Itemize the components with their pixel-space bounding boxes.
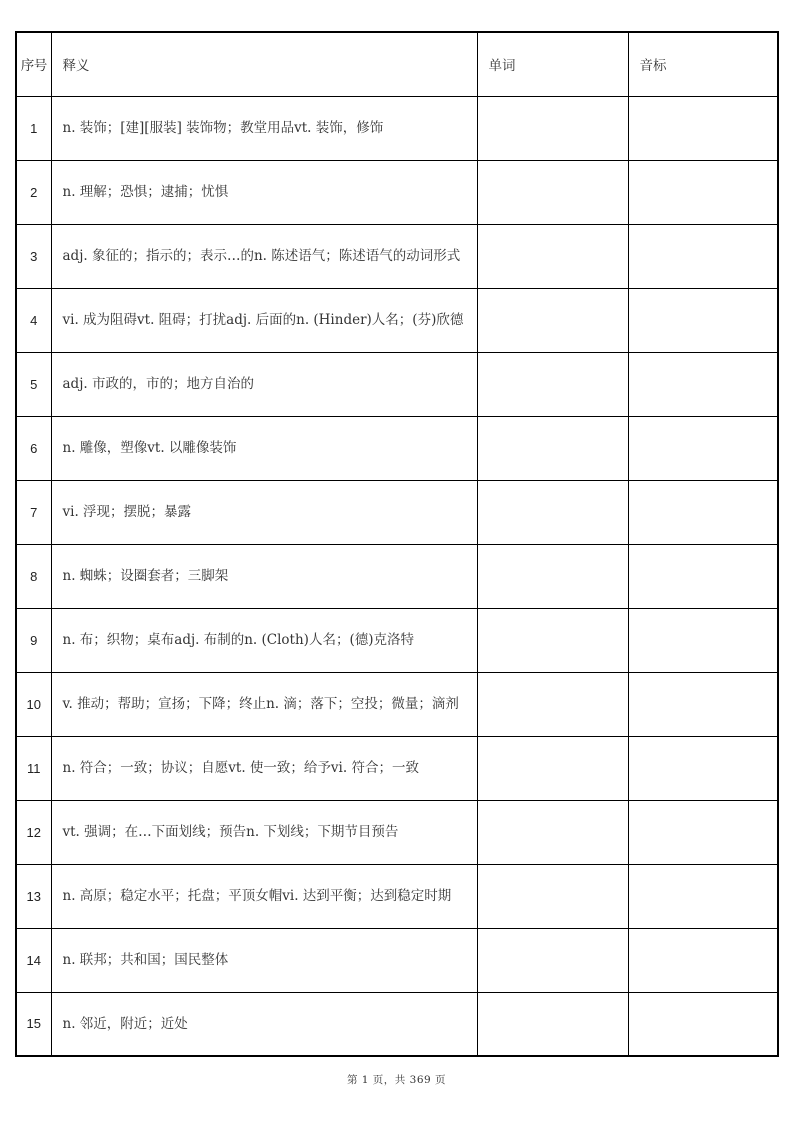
row-word-field[interactable] bbox=[477, 160, 628, 224]
row-word-field[interactable] bbox=[477, 96, 628, 160]
row-word-field[interactable] bbox=[477, 864, 628, 928]
row-index: 14 bbox=[16, 928, 51, 992]
row-index: 7 bbox=[16, 480, 51, 544]
row-phonetic-field[interactable] bbox=[628, 416, 778, 480]
header-word: 单词 bbox=[477, 32, 628, 96]
table-row bbox=[16, 480, 778, 544]
row-phonetic-field[interactable] bbox=[628, 672, 778, 736]
row-word-field[interactable] bbox=[477, 672, 628, 736]
row-phonetic-field[interactable] bbox=[628, 800, 778, 864]
table-row bbox=[16, 736, 778, 800]
row-phonetic-field[interactable] bbox=[628, 992, 778, 1056]
row-phonetic-field[interactable] bbox=[628, 480, 778, 544]
row-definition: n. 理解；恐惧；逮捕；忧惧 bbox=[51, 160, 477, 224]
table-row bbox=[16, 928, 778, 992]
row-index: 11 bbox=[16, 736, 51, 800]
row-definition: n. 雕像，塑像vt. 以雕像装饰 bbox=[51, 416, 477, 480]
table-body bbox=[16, 96, 778, 1056]
table-row bbox=[16, 352, 778, 416]
row-phonetic-field[interactable] bbox=[628, 288, 778, 352]
table-row bbox=[16, 544, 778, 608]
row-word-field[interactable] bbox=[477, 608, 628, 672]
row-index: 9 bbox=[16, 608, 51, 672]
row-definition: vt. 强调；在…下面划线；预告n. 下划线；下期节目预告 bbox=[51, 800, 477, 864]
row-index: 8 bbox=[16, 544, 51, 608]
row-phonetic-field[interactable] bbox=[628, 96, 778, 160]
vocabulary-table bbox=[15, 31, 779, 1057]
row-index: 4 bbox=[16, 288, 51, 352]
row-definition: n. 蜘蛛；设圈套者；三脚架 bbox=[51, 544, 477, 608]
row-phonetic-field[interactable] bbox=[628, 160, 778, 224]
row-phonetic-field[interactable] bbox=[628, 928, 778, 992]
row-index: 6 bbox=[16, 416, 51, 480]
page-number-footer: 第 1 页，共 369 页 bbox=[346, 1074, 447, 1086]
header-index: 序号 bbox=[16, 32, 51, 96]
table-row bbox=[16, 608, 778, 672]
row-phonetic-field[interactable] bbox=[628, 608, 778, 672]
row-word-field[interactable] bbox=[477, 800, 628, 864]
row-phonetic-field[interactable] bbox=[628, 544, 778, 608]
row-word-field[interactable] bbox=[477, 352, 628, 416]
row-phonetic-field[interactable] bbox=[628, 224, 778, 288]
row-phonetic-field[interactable] bbox=[628, 864, 778, 928]
row-phonetic-field[interactable] bbox=[628, 352, 778, 416]
header-definition: 释义 bbox=[51, 32, 477, 96]
row-word-field[interactable] bbox=[477, 928, 628, 992]
table-row bbox=[16, 160, 778, 224]
row-definition: n. 邻近，附近；近处 bbox=[51, 992, 477, 1056]
row-index: 5 bbox=[16, 352, 51, 416]
row-definition: vi. 成为阻碍vt. 阻碍；打扰adj. 后面的n. (Hinder)人名；(芬)欣德 bbox=[51, 288, 477, 352]
table-row bbox=[16, 864, 778, 928]
row-index: 12 bbox=[16, 800, 51, 864]
row-definition: n. 布；织物；桌布adj. 布制的n. (Cloth)人名；(德)克洛特 bbox=[51, 608, 477, 672]
table-header-row bbox=[16, 32, 778, 96]
table-row bbox=[16, 992, 778, 1056]
row-definition: v. 推动；帮助；宣扬；下降；终止n. 滴；落下；空投；微量；滴剂 bbox=[51, 672, 477, 736]
row-definition: n. 装饰；[建][服装] 装饰物；教堂用品vt. 装饰，修饰 bbox=[51, 96, 477, 160]
row-index: 3 bbox=[16, 224, 51, 288]
table-row bbox=[16, 96, 778, 160]
row-word-field[interactable] bbox=[477, 416, 628, 480]
row-index: 15 bbox=[16, 992, 51, 1056]
table-row bbox=[16, 672, 778, 736]
row-index: 1 bbox=[16, 96, 51, 160]
row-word-field[interactable] bbox=[477, 992, 628, 1056]
table-row bbox=[16, 416, 778, 480]
row-index: 10 bbox=[16, 672, 51, 736]
row-definition: adj. 市政的，市的；地方自治的 bbox=[51, 352, 477, 416]
row-word-field[interactable] bbox=[477, 224, 628, 288]
row-word-field[interactable] bbox=[477, 288, 628, 352]
row-word-field[interactable] bbox=[477, 544, 628, 608]
table-row bbox=[16, 288, 778, 352]
row-definition: vi. 浮现；摆脱；暴露 bbox=[51, 480, 477, 544]
table-row bbox=[16, 224, 778, 288]
row-index: 2 bbox=[16, 160, 51, 224]
header-phonetic: 音标 bbox=[628, 32, 778, 96]
row-phonetic-field[interactable] bbox=[628, 736, 778, 800]
row-index: 13 bbox=[16, 864, 51, 928]
row-definition: n. 联邦；共和国；国民整体 bbox=[51, 928, 477, 992]
row-definition: n. 高原；稳定水平；托盘；平顶女帽vi. 达到平衡；达到稳定时期 bbox=[51, 864, 477, 928]
table-row bbox=[16, 800, 778, 864]
row-definition: adj. 象征的；指示的；表示…的n. 陈述语气；陈述语气的动词形式 bbox=[51, 224, 477, 288]
row-definition: n. 符合；一致；协议；自愿vt. 使一致；给予vi. 符合；一致 bbox=[51, 736, 477, 800]
row-word-field[interactable] bbox=[477, 480, 628, 544]
row-word-field[interactable] bbox=[477, 736, 628, 800]
